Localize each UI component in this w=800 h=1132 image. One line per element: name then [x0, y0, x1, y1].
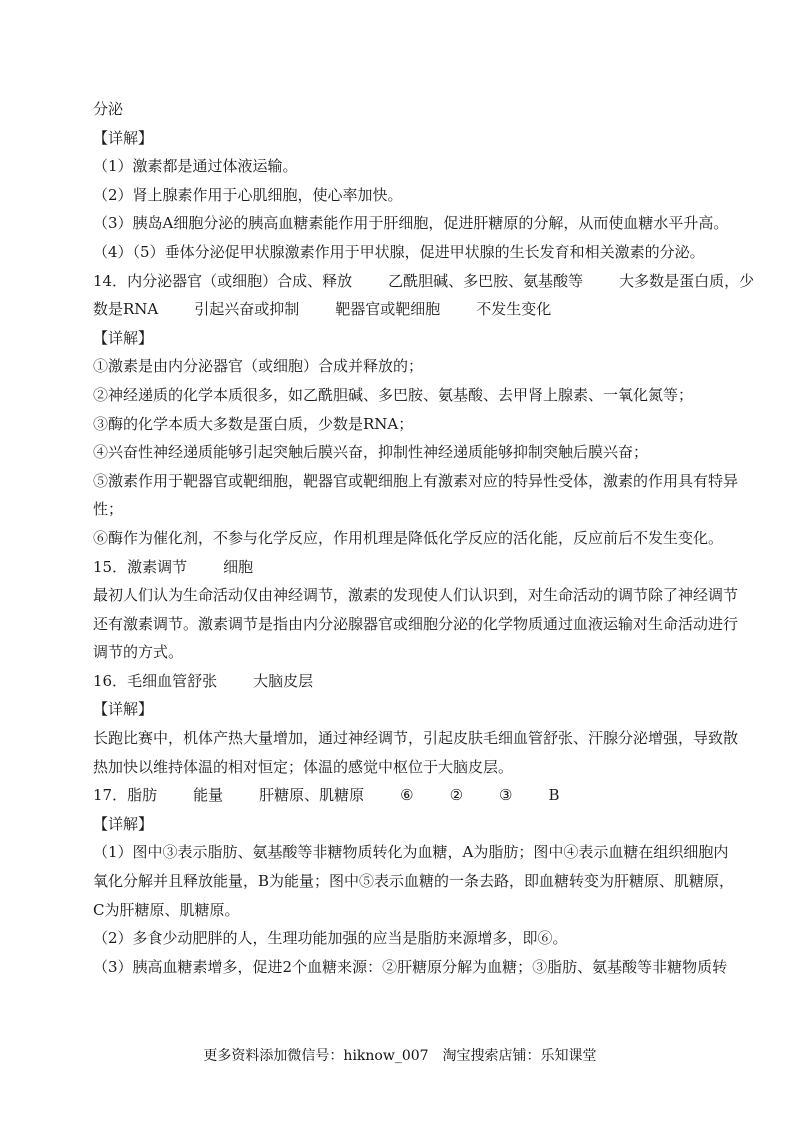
section-heading: 【详解】: [93, 700, 154, 719]
section-heading: 【详解】: [93, 328, 154, 347]
text-line: 调节的方式。: [93, 643, 184, 662]
answer-part: ③: [499, 786, 513, 805]
answer-part: 引起兴奋或抑制: [194, 300, 300, 319]
text-line: （4）（5）垂体分泌促甲状腺激素作用于甲状腺，促进甲状腺的生长发育和相关激素的分泌。: [93, 242, 705, 261]
text-line: （1）激素都是通过体液运输。: [93, 157, 298, 176]
text-line: 长跑比赛中，机体产热大量增加，通过神经调节，引起皮肤毛细血管舒张、汗腺分泌增强，导致散: [93, 729, 739, 748]
text-line: 分泌: [93, 100, 124, 118]
text-line: 热加快以维持体温的相对恒定；体温的感觉中枢位于大脑皮层。: [93, 757, 514, 776]
answer-part: ②: [449, 786, 464, 805]
text-line: C为肝糖原、肌糖原。: [93, 900, 240, 919]
question-16-answer: [93, 667, 713, 696]
answer-part: 数是RNA: [93, 300, 159, 319]
question-15-answer: [93, 553, 713, 582]
text-line: ④兴奋性神经递质能够引起突触后膜兴奋，抑制性神经递质能够抑制突触后膜兴奋；: [93, 443, 649, 462]
document-body: [93, 95, 755, 981]
answer-part: ⑥: [400, 786, 414, 805]
text-line: 最初人们认为生命活动仅由神经调节，激素的发现使人们认识到，对生命活动的调节除了神经调节: [93, 586, 739, 605]
answer-part: 17．脂肪: [93, 786, 158, 805]
answer-part: 靶器官或靶细胞: [335, 300, 441, 319]
page-footer: 更多资料添加微信号：hiknow_007 淘宝搜索店铺：乐知课堂: [203, 1048, 597, 1064]
text-line: ⑥酶作为催化剂，不参与化学反应，作用机理是降低化学反应的活化能，反应前后不发生变化。: [93, 528, 724, 547]
answer-part: 大脑皮层: [253, 671, 314, 690]
text-line: （2）多食少动肥胖的人，生理功能加强的应当是脂肪来源增多，即⑥。: [93, 929, 568, 948]
text-line: ①激素是由内分泌器官（或细胞）合成并释放的；: [93, 357, 424, 376]
question-17-answer: [93, 781, 713, 810]
text-line: ②神经递质的化学本质很多，如乙酰胆碱、多巴胺、氨基酸、去甲肾上腺素、一氧化氮等；: [93, 385, 694, 404]
text-line: （3）胰岛A细胞分泌的胰高血糖素能作用于肝细胞，促进肝糖原的分解，从而使血糖水平升高。: [93, 214, 729, 233]
section-heading: 【详解】: [93, 128, 154, 147]
answer-part: 乙酰胆碱、多巴胺、氨基酸等: [388, 271, 584, 290]
text-line: 氧化分解并且释放能量，B为能量；图中⑤表示血糖的一条去路，即血糖转变为肝糖原、肌糖原，: [93, 872, 735, 891]
answer-part: 14．内分泌器官（或细胞）合成、释放: [93, 271, 353, 290]
section-heading: 【详解】: [93, 814, 154, 833]
text-line: 性；: [93, 500, 124, 519]
text-line: （2）肾上腺素作用于心肌细胞，使心率加快。: [93, 185, 403, 204]
text-line: ③酶的化学本质大多数是蛋白质，少数是RNA；: [93, 414, 414, 433]
answer-part: 15．激素调节: [93, 557, 188, 576]
text-line: ⑤激素作用于靶器官或靶细胞，靶器官或靶细胞上有激素对应的特异性受体，激素的作用具有特异: [93, 471, 739, 490]
answer-part: B: [548, 786, 560, 805]
answer-part: 16．毛细血管舒张: [93, 671, 218, 690]
answer-part: 不发生变化: [476, 300, 552, 319]
answer-part: 能量: [193, 786, 224, 805]
question-14-answer-cont: [93, 295, 713, 324]
answer-part: 细胞: [223, 557, 254, 576]
answer-part: 肝糖原、肌糖原: [259, 786, 365, 805]
question-14-answer: [93, 267, 755, 296]
text-line: 还有激素调节。激素调节是指由内分泌腺器官或细胞分泌的化学物质通过血液运输对生命活动进行: [93, 614, 739, 633]
answer-part: 大多数是蛋白质，少: [619, 271, 755, 290]
text-line: （3）胰高血糖素增多，促进2个血糖来源：②肝糖原分解为血糖；③脂肪、氨基酸等非糖物质转: [93, 957, 728, 976]
text-line: （1）图中③表示脂肪、氨基酸等非糖物质转化为血糖，A为脂肪；图中④表示血糖在组织细胞内: [93, 843, 729, 862]
